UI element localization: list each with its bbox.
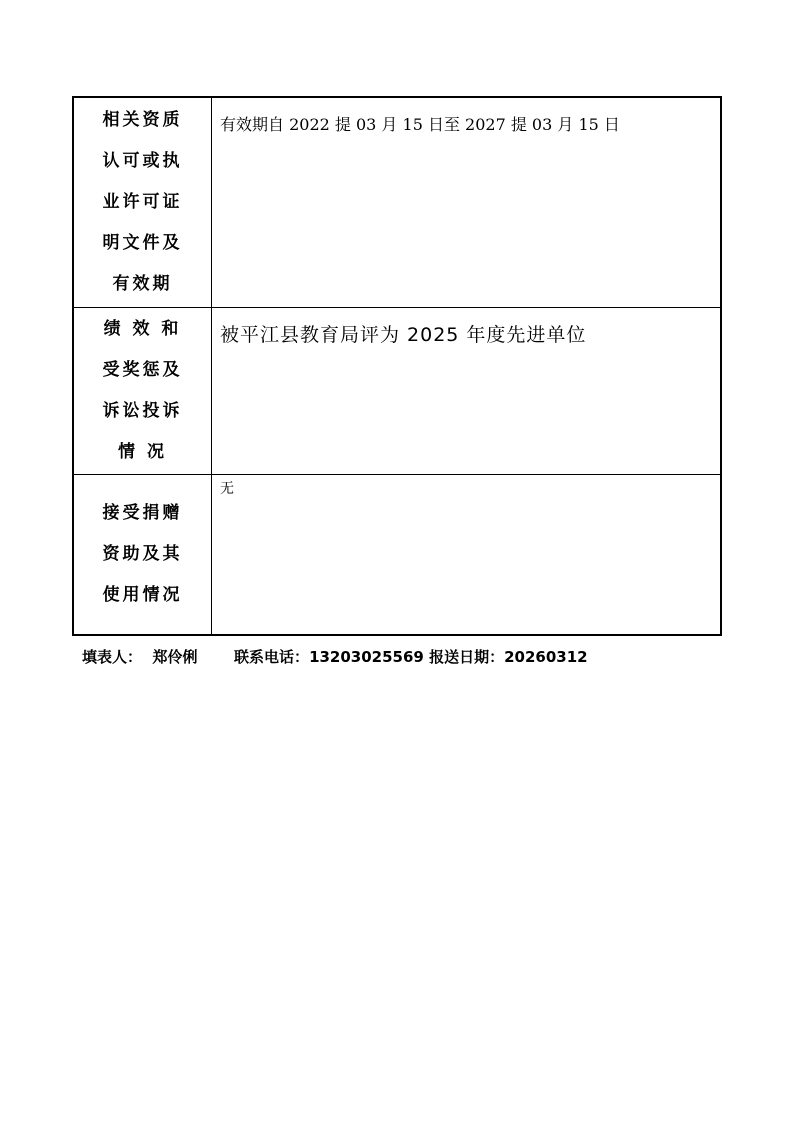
row-content-performance [212, 308, 722, 475]
row-label-performance [73, 308, 212, 475]
label-line: 明文件及 [102, 233, 183, 253]
label-line: 业许可证 [102, 192, 183, 212]
label-line: 使用情况 [102, 585, 183, 605]
donations-text: 无 [220, 481, 234, 497]
filler-label: 填表人： [82, 648, 143, 666]
label-line: 接受捐赠 [102, 503, 183, 523]
performance-award-text: 被平江县教育局评为 2025 年度先进单位 [220, 324, 587, 346]
phone-number: 13203025569 [309, 648, 424, 666]
info-table [72, 96, 722, 636]
date-label: 报送日期： [429, 648, 505, 666]
submit-date: 20260312 [504, 648, 588, 666]
label-line: 认可或执 [102, 151, 183, 171]
label-line: 情 况 [118, 442, 167, 462]
label-line: 资助及其 [102, 544, 183, 564]
phone-label: 联系电话： [234, 648, 310, 666]
row-label-qualification [73, 97, 212, 308]
label-line: 有效期 [112, 274, 173, 294]
row-content-donations [212, 475, 722, 636]
row-content-qualification [212, 97, 722, 308]
table-row [73, 97, 721, 308]
label-line: 诉讼投诉 [102, 401, 183, 421]
label-line: 绩 效 和 [103, 319, 182, 339]
qualification-validity-text: 有效期自 2022 提 03 月 15 日至 2027 提 03 月 15 日 [220, 115, 620, 134]
table-row [73, 475, 721, 636]
label-line: 受奖惩及 [102, 360, 183, 380]
filler-name: 郑伶俐 [152, 648, 198, 666]
label-line: 相关资质 [102, 110, 183, 130]
row-label-donations [73, 475, 212, 636]
form-footer [82, 646, 588, 667]
table-row [73, 308, 721, 475]
